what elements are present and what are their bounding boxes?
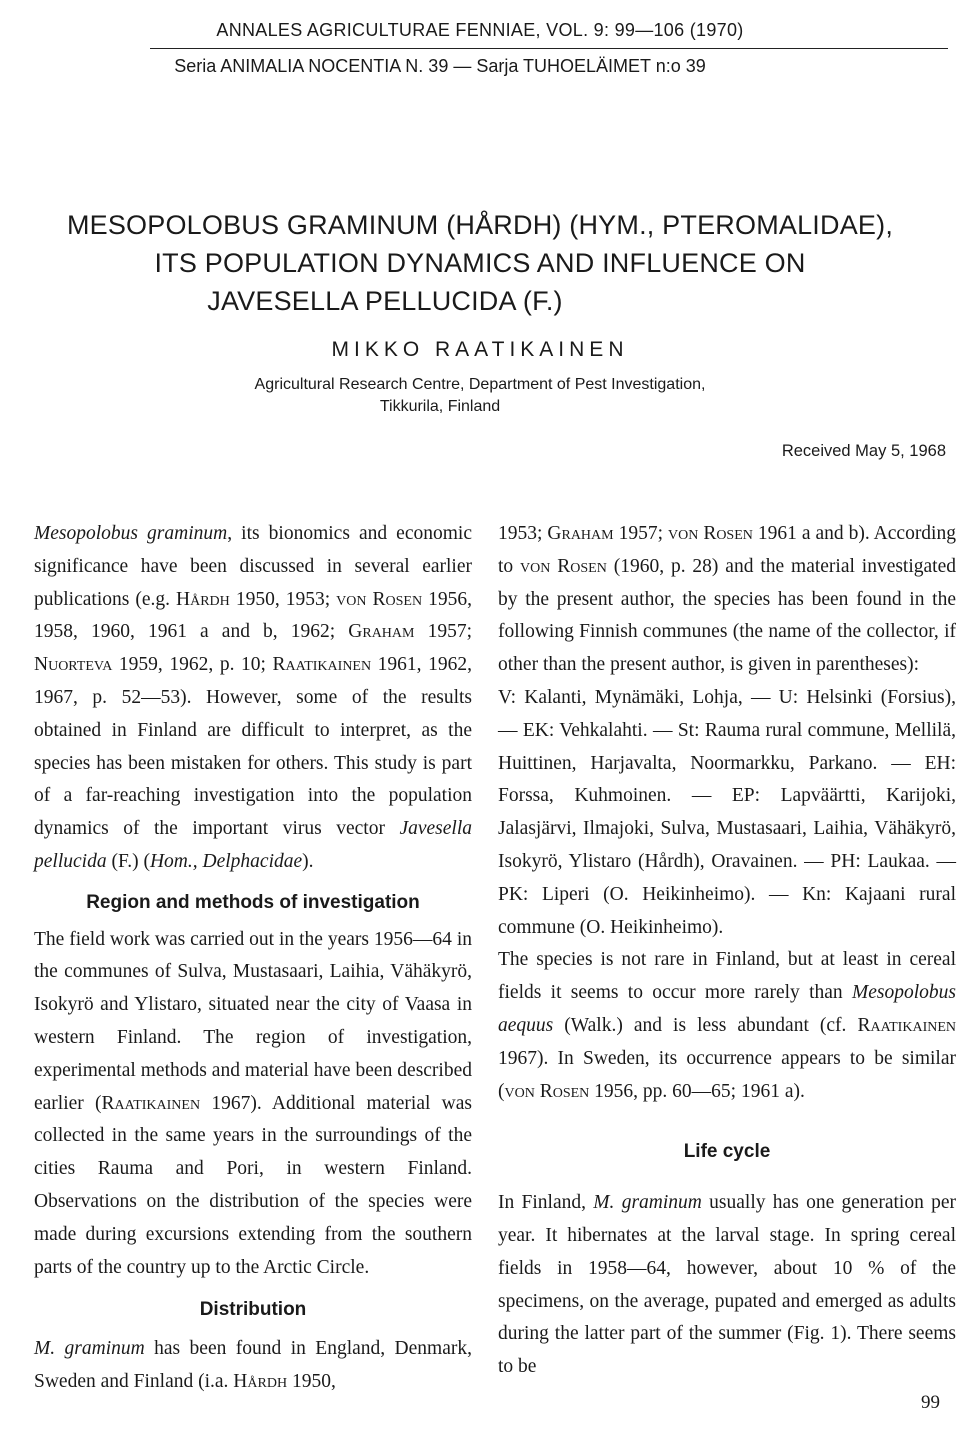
affiliation-line-2: Tikkurila, Finland — [379, 398, 501, 415]
rarity-paragraph — [498, 944, 956, 1108]
citation-author: Raatikainen — [857, 1014, 956, 1036]
species-name: Javesella pellucida — [34, 818, 472, 872]
text-span: In Finland, — [498, 1192, 594, 1214]
citation-author: Hårdh — [176, 588, 230, 610]
text-span: The species is not rare in Finland, but at least in cereal fields it seems to occur more rarely than — [498, 949, 956, 1004]
species-name: M. graminum — [34, 1338, 145, 1360]
citation-author: von Rosen — [504, 1080, 590, 1102]
header-rule — [150, 48, 948, 49]
communes-paragraph: V: Kalanti, Mynämäki, Lohja, — U: Helsinki (Forsius), — EK: Vehkalahti. — St: Rauma rural commune, Mellilä, Huittinen, Harjavalta, Noormarkku, Parkano. — EH: Forssa, Kuhmoinen. — EP: Lapväärtti, Karijoki, Jalasjärvi, Ilmajoki, Sulva, Mustasaari, Laihia, Vähäkyrö, Isokyrö, Ylistaro (Hårdh), Oravainen. — PH: Laukaa. — PK: Liperi (O. Heikinheimo). — Kn: Kajaani rural commune (O. Heikinheimo). — [498, 686, 956, 938]
text-span: usually has one generation per year. It hibernates at the larval stage. In spring cereal fields in 1958—64, however, about 10 % of the specimens, on the average, pupated and emerged as adults during the latter part of the summer (Fig. 1). There seems to be — [498, 1192, 957, 1378]
title-line-1: MESOPOLOBUS GRAMINUM (HÅRDH) (HYM., PTEROMALIDAE), — [66, 210, 894, 240]
section-heading-life-cycle: Life cycle — [683, 1141, 771, 1163]
text-span: 1957; — [414, 621, 472, 643]
citation-author: Graham — [547, 523, 614, 544]
text-span: 1950, 1953; — [229, 588, 337, 610]
title-line-3: JAVESELLA PELLUCIDA (F.) — [207, 286, 563, 316]
citation-author: Raatikainen — [272, 654, 372, 676]
text-span: 1967). In Sweden, its occurrence appears to be similar ( — [498, 1047, 956, 1102]
author-name: MIKKO RAATIKAINEN — [331, 338, 629, 361]
text-span: (1960, p. 28) and the material investigated by the present author, the species has been found in the following Finnish communes (the name of the collector, if other than the present author, is given in parentheses): — [498, 555, 956, 676]
citation-author: Graham — [348, 621, 415, 643]
text-span: 1959, 1962, p. 10; — [112, 654, 273, 676]
citation-author: von Rosen — [520, 555, 607, 577]
text-span: 1957; — [613, 523, 668, 544]
text-span: 1967). Additional material was collected in the same years in the surroundings of the cities Rauma and Pori, in western Finland. Observations on the distribution of the species were made during excursions extending from the southern parts of the country up to the Arctic Circle. — [34, 1092, 472, 1278]
section-heading-distribution: Distribution — [199, 1299, 307, 1321]
text-span: (Walk.) and is less abundant (cf. — [553, 1014, 858, 1036]
text-span: 1961 a and b). According to — [498, 523, 956, 577]
right-column — [498, 518, 956, 1384]
distribution-continued-paragraph — [498, 518, 956, 682]
text-span: 1956, 1958, 1960, 1961 a and b, 1962; — [34, 588, 473, 643]
journal-header: ANNALES AGRICULTURAE FENNIAE, VOL. 9: 99—106 (1970) — [216, 20, 744, 40]
species-name: Mesopolobus aequus — [498, 982, 956, 1036]
left-column — [34, 518, 472, 1399]
text-span: has been found in England, Denmark, Sweden and Finland (i.a. — [34, 1338, 472, 1392]
section-heading-region: Region and methods of investigation — [86, 891, 420, 913]
series-header: Seria ANIMALIA NOCENTIA N. 39 — Sarja TUHOELÄIMET n:o 39 — [174, 56, 706, 76]
page-number: 99 — [921, 1392, 940, 1413]
text-span: 1961, 1962, 1967, p. 52—53). However, some of the results obtained in Finland are difficult to interpret, as the species has been mistaken for others. This study is part of a far-reaching investigation into the population dynamics of the important virus vector — [34, 654, 473, 840]
life-cycle-paragraph — [498, 1187, 956, 1384]
species-name: Mesopolobus graminum — [34, 523, 228, 544]
citation-author: von Rosen — [668, 523, 753, 544]
citation-author: Nuorteva — [34, 654, 113, 676]
affiliation-line-1: Agricultural Research Centre, Department of Pest Investigation, — [254, 376, 706, 393]
species-name: M. graminum — [593, 1192, 702, 1214]
title-line-2: ITS POPULATION DYNAMICS AND INFLUENCE ON — [154, 248, 806, 278]
taxon-name: Hom., Delphacidae — [149, 850, 303, 872]
text-span: The field work was carried out in the years 1956—64 in the communes of Sulva, Mustasaari, Laihia, Vähäkyrö, Isokyrö and Ylistaro, situated near the city of Vaasa in western Finland. The region of investigation, experimental methods and material have been described earlier ( — [34, 928, 472, 1114]
citation-author: Raatikainen — [101, 1092, 201, 1114]
text-span: 1950, — [287, 1370, 336, 1392]
distribution-paragraph — [34, 1333, 472, 1399]
citation-author: von Rosen — [336, 588, 423, 610]
text-span: 1956, pp. 60—65; 1961 a). — [589, 1080, 805, 1102]
citation-author: Hårdh — [233, 1370, 288, 1392]
text-span: , its bionomics and economic significance have been discussed in several earlier publications (e.g. — [34, 523, 472, 610]
text-span: 1953; — [498, 523, 548, 544]
region-paragraph — [34, 924, 472, 1285]
text-span: ). — [302, 850, 314, 872]
received-date: Received May 5, 1968 — [781, 442, 946, 460]
intro-paragraph — [34, 518, 472, 879]
text-span: (F.) ( — [106, 850, 150, 872]
